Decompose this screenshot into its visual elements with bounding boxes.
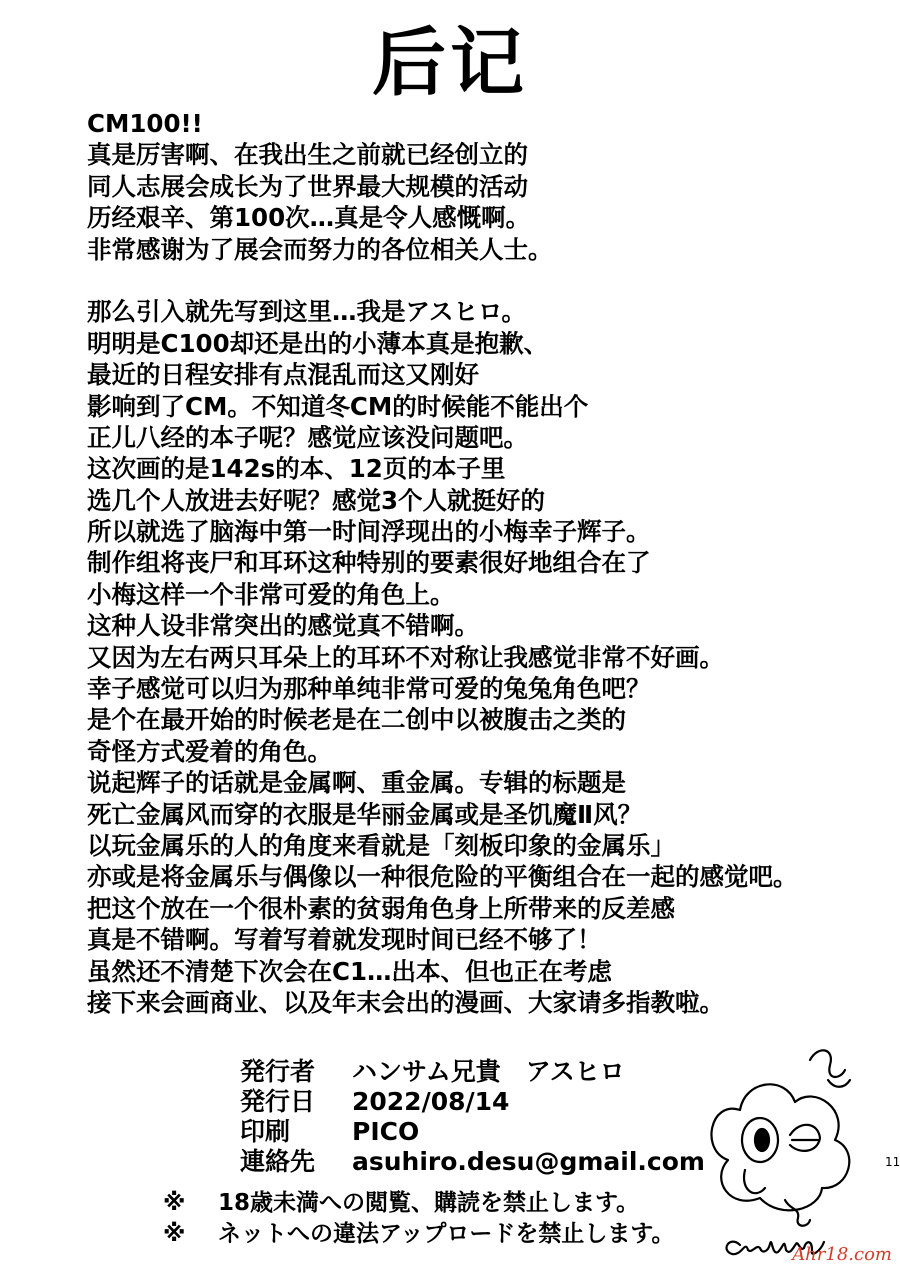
body-line: 同人志展会成长为了世界最大规模的活动: [87, 171, 528, 201]
body-line: 亦或是将金属乐与偶像以一种很危险的平衡组合在一起的感觉吧。: [87, 862, 798, 892]
body-line: 幸子感觉可以归为那种单纯非常可爱的兔兔角色吧？: [87, 674, 651, 704]
colophon-key: 発行者: [240, 1057, 316, 1086]
notice-text: 18歳未満への閲覧、購読を禁止します。: [218, 1190, 640, 1216]
reference-mark: ※: [163, 1190, 186, 1216]
colophon-row: [240, 1147, 705, 1177]
body-line: 制作组将丧尸和耳环这种特别的要素很好地组合在了: [87, 548, 651, 578]
body-line: 这次画的是142s的本、12页的本子里: [87, 454, 506, 484]
body-line: 又因为左右两只耳朵上的耳环不对称让我感觉非常不好画。: [87, 642, 724, 672]
afterword-body: [87, 108, 887, 1018]
body-line: 最近的日程安排有点混乱而这又刚好: [87, 360, 479, 390]
paragraph-break: [87, 265, 887, 296]
colophon-row: [240, 1117, 705, 1147]
notice-row: [163, 1219, 675, 1250]
body-line: 真是不错啊。写着写着就发现时间已经不够了！: [87, 925, 602, 955]
notice-row: [163, 1188, 675, 1219]
colophon: [240, 1057, 705, 1177]
colophon-value: asuhiro.desu@gmail.com: [352, 1147, 705, 1176]
colophon-key: 印刷: [240, 1117, 291, 1146]
body-line: 这种人设非常突出的感觉真不错啊。: [87, 611, 479, 641]
colophon-value: 2022/08/14: [352, 1087, 510, 1116]
body-line: 选几个人放进去好呢？感觉3个人就挺好的: [87, 485, 546, 515]
colophon-key: 連絡先: [240, 1147, 316, 1176]
body-line: 真是厉害啊、在我出生之前就已经创立的: [87, 140, 528, 170]
body-line: 非常感谢为了展会而努力的各位相关人士。: [87, 234, 553, 264]
body-line: 是个在最开始的时候老是在二创中以被腹击之类的: [87, 705, 626, 735]
body-line: 历经艰辛、第100次…真是令人感慨啊。: [87, 203, 531, 233]
body-line: 说起辉子的话就是金属啊、重金属。专辑的标题是: [87, 768, 626, 798]
body-line: 所以就选了脑海中第一时间浮现出的小梅幸子辉子。: [87, 517, 651, 547]
reference-mark: ※: [163, 1221, 186, 1247]
body-line: 虽然还不清楚下次会在C1…出本、但也正在考虑: [87, 956, 613, 986]
colophon-value: ハンサム兄貴 アスヒロ: [352, 1057, 625, 1086]
watermark: Ahr18.com: [792, 1244, 892, 1265]
notice-text: ネットへの違法アップロードを禁止します。: [218, 1221, 675, 1247]
signature-drawing: [700, 1040, 865, 1260]
colophon-row: [240, 1057, 705, 1087]
body-line: 把这个放在一个很朴素的贫弱角色身上所带来的反差感: [87, 893, 675, 923]
colophon-key: 発行日: [240, 1087, 316, 1116]
colophon-row: [240, 1087, 705, 1117]
page-number: 11: [885, 1155, 900, 1169]
body-line: 明明是C100却还是出的小薄本真是抱歉、: [87, 328, 549, 358]
body-line: 那么引入就先写到这里…我是アスヒロ。: [87, 297, 527, 327]
body-line: 以玩金属乐的人的角度来看就是「刻板印象的金属乐」: [87, 830, 675, 860]
body-line: CM100!!: [87, 109, 203, 138]
body-line: 小梅这样一个非常可爱的角色上。: [87, 579, 455, 609]
notices: [163, 1188, 675, 1250]
page-title: 后记: [372, 20, 528, 106]
body-line: 影响到了CM。不知道冬CM的时候能不能出个: [87, 391, 589, 421]
body-line: 接下来会画商业、以及年末会出的漫画、大家请多指教啦。: [87, 987, 724, 1017]
body-line: 死亡金属风而穿的衣服是华丽金属或是圣饥魔Ⅱ风？: [87, 799, 643, 829]
body-line: 正儿八经的本子呢？感觉应该没问题吧。: [87, 422, 528, 452]
body-line: 奇怪方式爱着的角色。: [87, 736, 332, 766]
colophon-value: PICO: [352, 1117, 420, 1146]
